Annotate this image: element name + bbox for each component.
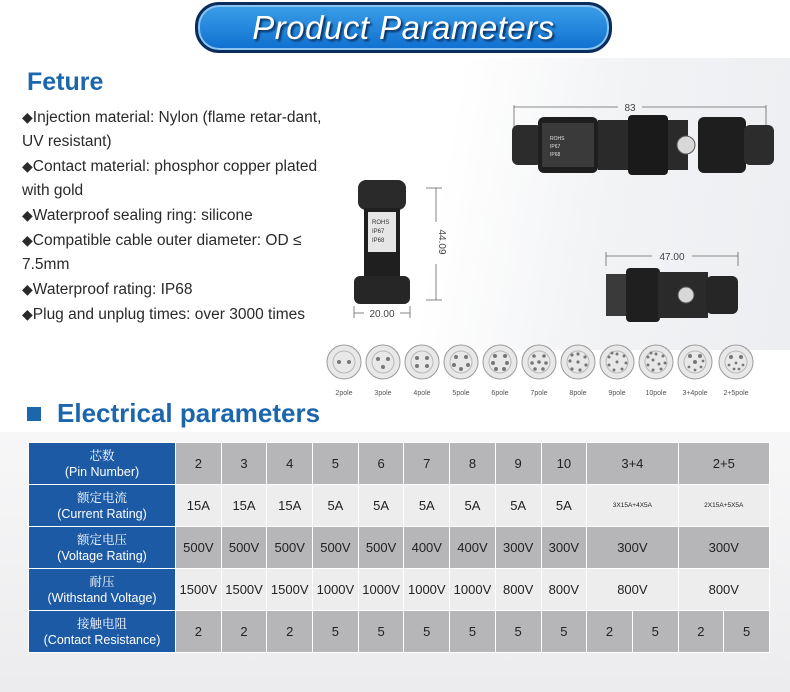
table-cell: 2+5	[678, 443, 769, 485]
table-cell: 1000V	[450, 569, 496, 611]
pole-face	[483, 345, 517, 397]
pole-face	[561, 345, 595, 397]
feature-item: ◆Plug and unplug times: over 3000 times	[22, 306, 306, 323]
table-cell: 5	[724, 611, 770, 653]
table-cell: 5	[450, 611, 496, 653]
table-cell: 2	[176, 443, 222, 485]
svg-text:3pole: 3pole	[374, 390, 392, 397]
table-cell: 5	[313, 611, 359, 653]
diamond-bullet-icon: ◆	[22, 281, 33, 297]
svg-text:6pole: 6pole	[491, 390, 509, 397]
svg-text:IP68: IP68	[550, 152, 561, 158]
table-row-withstand-voltage	[29, 569, 770, 611]
svg-text:IP67: IP67	[550, 144, 561, 150]
pole-face	[327, 345, 361, 397]
table-cell: 500V	[221, 527, 267, 569]
table-cell: 400V	[450, 527, 496, 569]
pole-face	[600, 345, 634, 397]
svg-text:9pole: 9pole	[608, 390, 626, 397]
feature-item: ◆Compatible cable outer diameter: OD ≤ 7.5mm	[22, 232, 302, 273]
svg-text:IP67: IP67	[372, 229, 385, 235]
table-cell: 2	[587, 611, 633, 653]
connector-front-drawing	[346, 172, 456, 322]
svg-text:3+4pole: 3+4pole	[682, 390, 708, 397]
row-header: 耐压 (Withstand Voltage)	[29, 569, 176, 611]
feature-item: ◆Contact material: phosphor copper plated with gold	[22, 158, 318, 199]
table-cell: 5A	[404, 485, 450, 527]
svg-text:2+5pole: 2+5pole	[723, 390, 749, 397]
pole-face	[405, 345, 439, 397]
table-cell: 5	[495, 611, 541, 653]
table-cell: 400V	[404, 527, 450, 569]
pole-face	[639, 345, 673, 397]
connector-side-drawing	[508, 95, 778, 185]
table-cell: 1500V	[221, 569, 267, 611]
table-cell: 3+4	[587, 443, 678, 485]
svg-text:8pole: 8pole	[569, 390, 587, 397]
table-cell: 500V	[176, 527, 222, 569]
svg-text:10pole: 10pole	[645, 390, 667, 397]
table-cell: 800V	[678, 569, 769, 611]
table-cell: 5	[632, 611, 678, 653]
dim-panel-label: 47.00	[659, 252, 685, 263]
feature-list	[22, 105, 334, 327]
dim-height-label: 44.09	[436, 229, 447, 255]
table-cell: 1000V	[313, 569, 359, 611]
table-cell: 300V	[495, 527, 541, 569]
feature-item: ◆Injection material: Nylon (flame retar-dant, UV resistant)	[22, 109, 322, 150]
table-cell: 2	[176, 611, 222, 653]
table-cell: 5A	[313, 485, 359, 527]
pole-face	[719, 345, 753, 397]
table-cell: 2X15A+5X5A	[678, 485, 769, 527]
diamond-bullet-icon: ◆	[22, 207, 33, 223]
svg-text:4pole: 4pole	[413, 390, 431, 397]
table-cell: 1000V	[358, 569, 404, 611]
diamond-bullet-icon: ◆	[22, 109, 33, 125]
table-row-voltage-rating	[29, 527, 770, 569]
table-cell: 7	[404, 443, 450, 485]
row-header: 额定电流 (Current Rating)	[29, 485, 176, 527]
table-cell: 8	[450, 443, 496, 485]
svg-text:ROHS: ROHS	[550, 136, 565, 142]
table-cell: 5	[404, 611, 450, 653]
table-cell: 800V	[541, 569, 587, 611]
feature-item: ◆Waterproof sealing ring: silicone	[22, 207, 253, 224]
diamond-bullet-icon: ◆	[22, 232, 33, 248]
table-cell: 500V	[313, 527, 359, 569]
table-cell: 5	[541, 611, 587, 653]
table-cell: 9	[495, 443, 541, 485]
pole-face	[678, 345, 712, 397]
svg-text:5pole: 5pole	[452, 390, 470, 397]
table-cell: 6	[358, 443, 404, 485]
pole-face	[522, 345, 556, 397]
table-cell: 5	[358, 611, 404, 653]
table-row-pin-number	[29, 443, 770, 485]
table-cell: 4	[267, 443, 313, 485]
table-cell: 1500V	[267, 569, 313, 611]
title-banner	[195, 2, 612, 53]
table-cell: 3	[221, 443, 267, 485]
electrical-parameters-table	[28, 442, 770, 653]
table-cell: 300V	[587, 527, 678, 569]
table-cell: 5A	[541, 485, 587, 527]
table-cell: 5	[313, 443, 359, 485]
table-cell: 15A	[221, 485, 267, 527]
pole-faces	[320, 342, 780, 402]
table-cell: 1500V	[176, 569, 222, 611]
table-cell: 1000V	[404, 569, 450, 611]
svg-text:ROHS: ROHS	[372, 220, 390, 226]
electrical-title: Electrical parameters	[57, 398, 321, 428]
table-cell: 500V	[267, 527, 313, 569]
table-cell: 2	[267, 611, 313, 653]
table-cell: 15A	[267, 485, 313, 527]
row-header: 额定电压 (Voltage Rating)	[29, 527, 176, 569]
dim-length-label: 83	[624, 103, 636, 114]
table-cell: 500V	[358, 527, 404, 569]
diamond-bullet-icon: ◆	[22, 306, 33, 322]
table-cell: 5A	[495, 485, 541, 527]
table-cell: 15A	[176, 485, 222, 527]
table-cell: 800V	[587, 569, 678, 611]
table-cell: 800V	[495, 569, 541, 611]
panel-connector-drawing	[600, 246, 750, 336]
pole-face	[444, 345, 478, 397]
diamond-bullet-icon: ◆	[22, 158, 33, 174]
row-header: 接触电阻 (Contact Resistance)	[29, 611, 176, 653]
table-cell: 5A	[358, 485, 404, 527]
table-cell: 3X15A+4X5A	[587, 485, 678, 527]
row-header: 芯数 (Pin Number)	[29, 443, 176, 485]
svg-text:2pole: 2pole	[335, 390, 353, 397]
dim-width-label: 20.00	[369, 309, 395, 320]
table-row-current-rating	[29, 485, 770, 527]
pole-face	[366, 345, 400, 397]
table-cell: 300V	[678, 527, 769, 569]
banner-title: Product Parameters	[252, 8, 555, 46]
table-cell: 2	[221, 611, 267, 653]
table-cell: 10	[541, 443, 587, 485]
feature-item: ◆Waterproof rating: IP68	[22, 281, 193, 298]
svg-text:IP68: IP68	[372, 238, 385, 244]
table-cell: 5A	[450, 485, 496, 527]
electrical-section-title	[27, 398, 320, 429]
table-row-contact-resistance	[29, 611, 770, 653]
section-square-icon	[27, 407, 41, 421]
table-cell: 2	[678, 611, 724, 653]
table-cell: 300V	[541, 527, 587, 569]
feature-title: Feture	[27, 68, 104, 96]
svg-text:7pole: 7pole	[530, 390, 548, 397]
